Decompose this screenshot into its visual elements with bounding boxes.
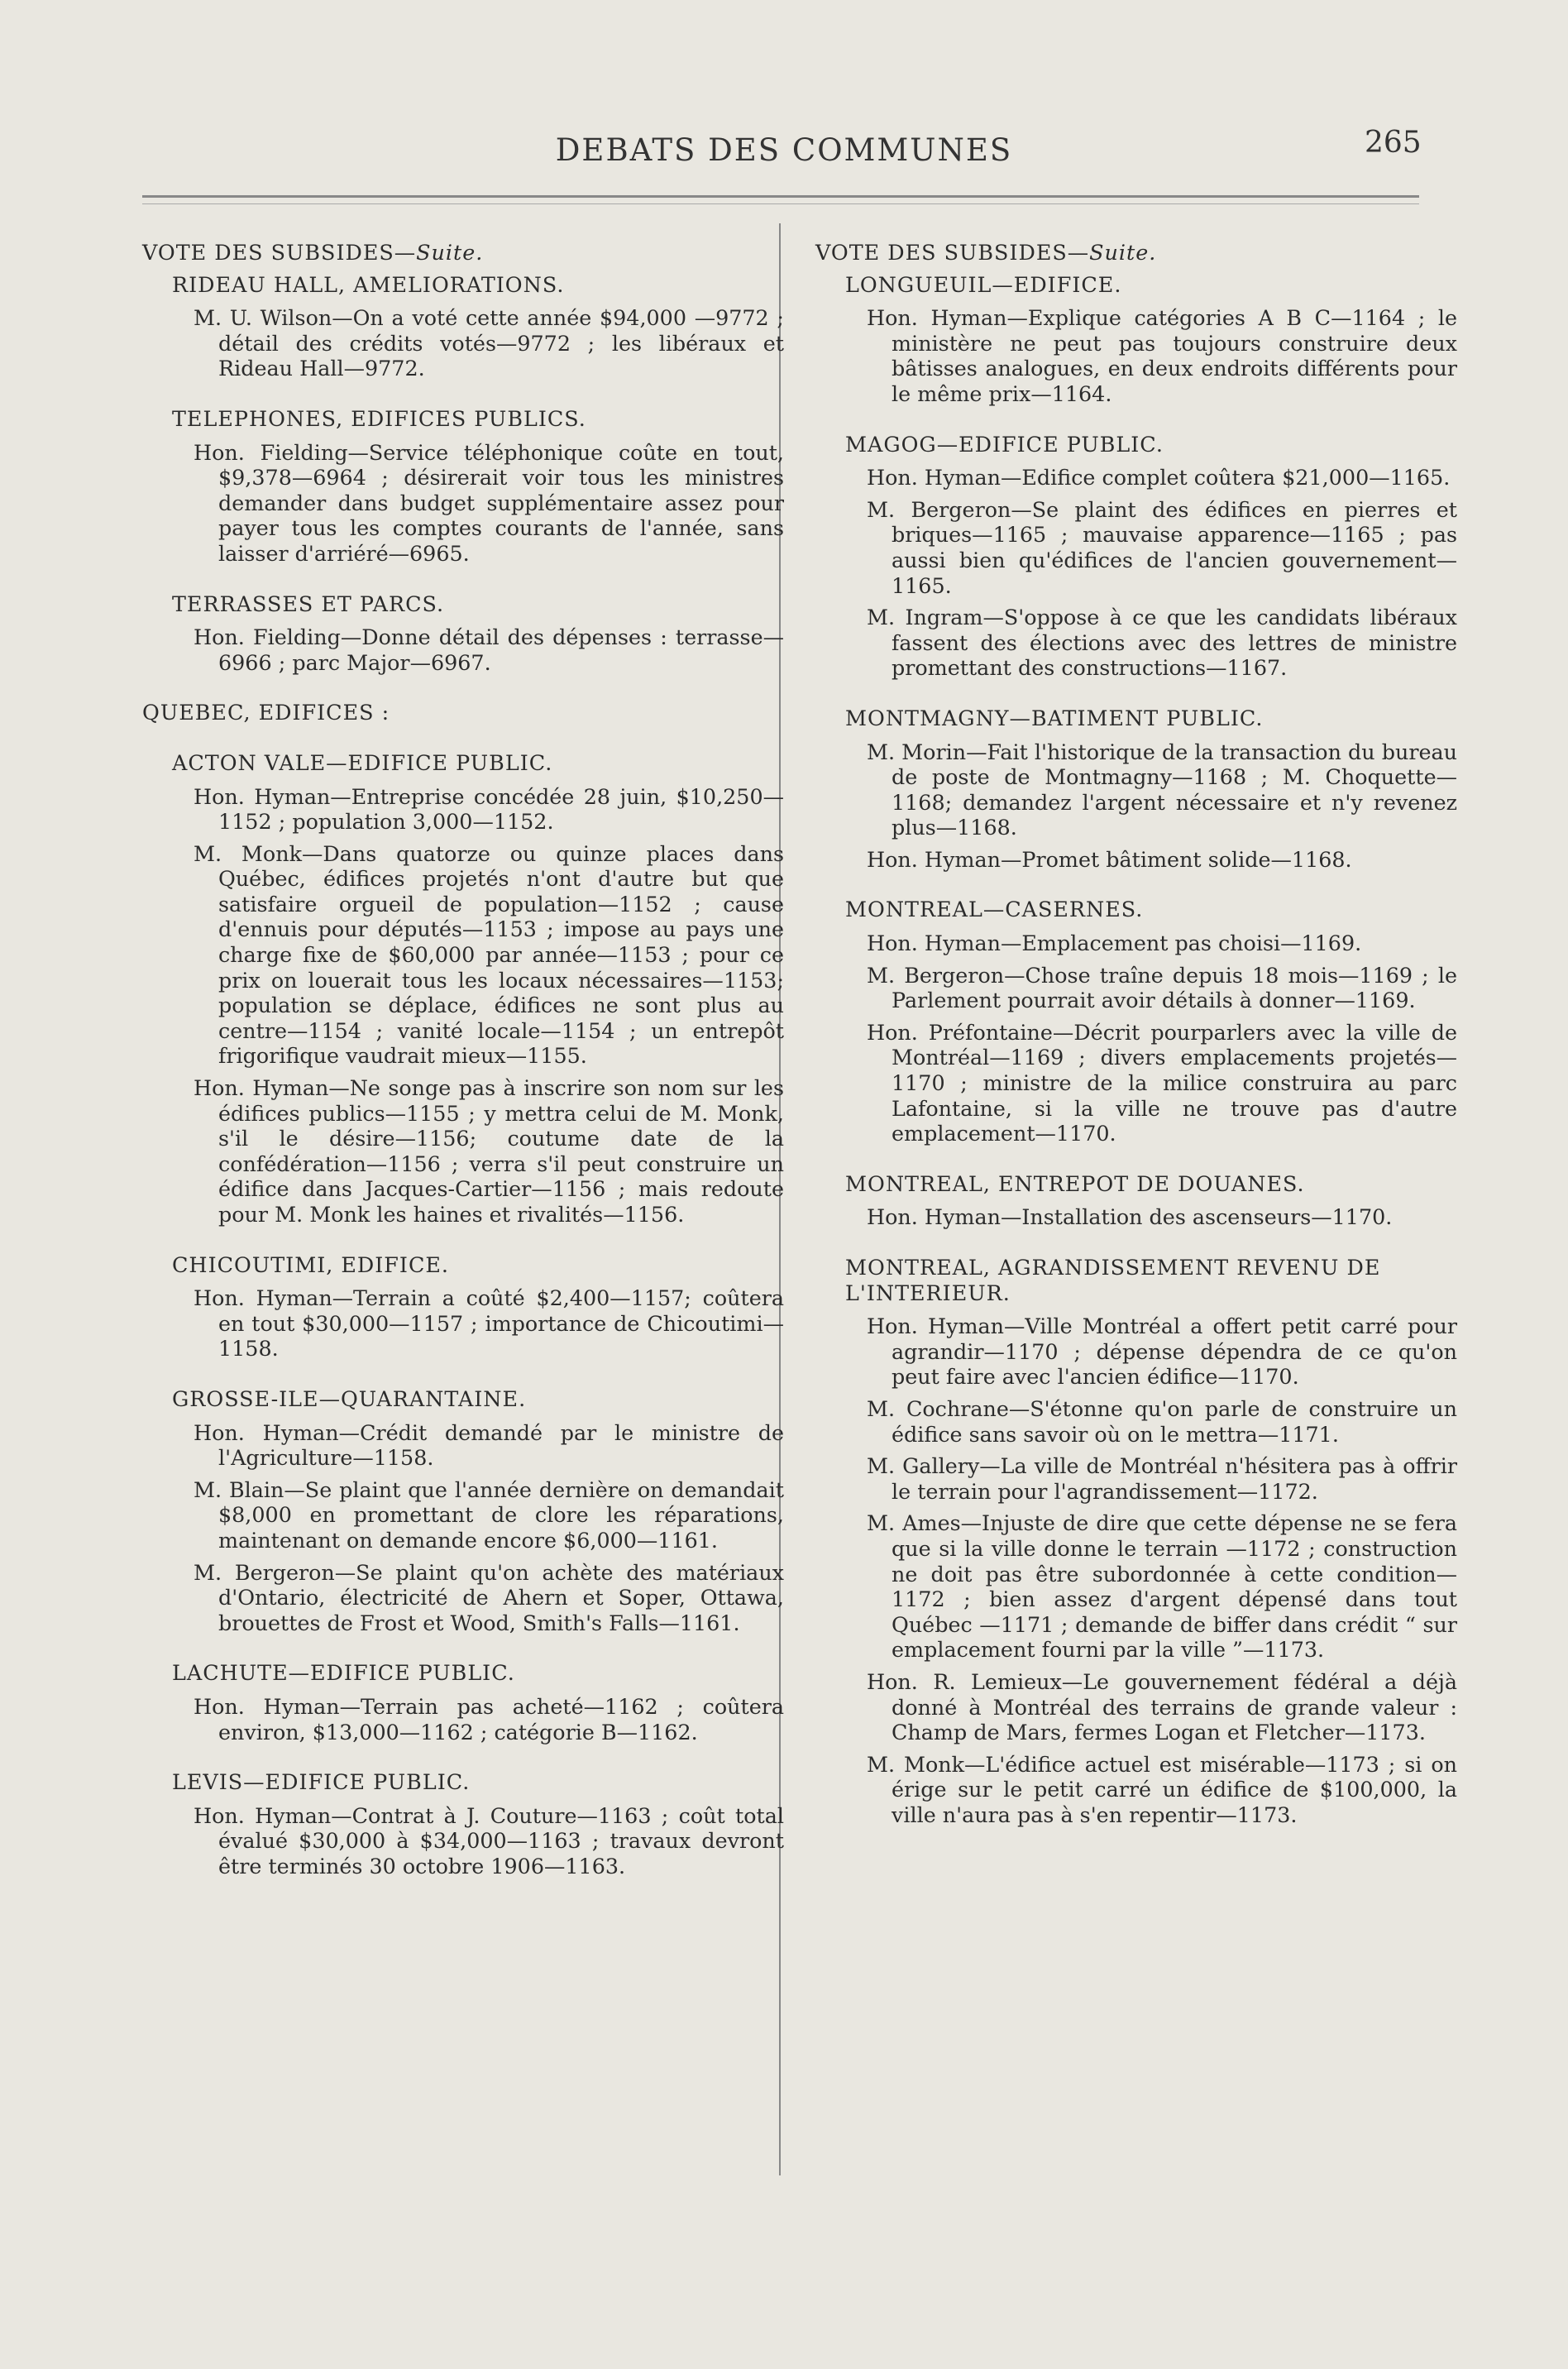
entry: Hon. Fielding—Donne détail des dépenses : terrasse—6966 ; parc Major—6967. bbox=[194, 625, 784, 675]
right-column bbox=[815, 240, 1457, 1834]
entry: Hon. Hyman—Ne songe pas à inscrire son nom sur les édifices publics—1155 ; y mettra celui de M. Monk, s'il le désire—1156; coutume date de la confédération—1156 ; verra s'il peut construire un édifice dans Jacques-Cartier—1156 ; mais redoute pour M. Monk les haines et rivalités—1156. bbox=[194, 1075, 784, 1227]
entry: M. Bergeron—Se plaint qu'on achète des matériaux d'Ontario, électricité de Ahern et Soper, Ottawa, brouettes de Frost et Wood, Smith's Falls—1161. bbox=[194, 1559, 784, 1635]
entry: M. Blain—Se plaint que l'année dernière on demandait $8,000 en promettant de clore les réparations, maintenant on demande encore $6,000—1161. bbox=[194, 1476, 784, 1553]
header-rule bbox=[142, 195, 1419, 198]
entry: Hon. Hyman—Ville Montréal a offert petit carré pour agrandir—1170 ; dépense dépendra de ce qu'on peut faire avec l'ancien édifice—1170. bbox=[867, 1314, 1457, 1390]
entry: Hon. Hyman—Terrain pas acheté—1162 ; coûtera environ, $13,000—1162 ; catégorie B—1162. bbox=[194, 1693, 784, 1744]
entry: Hon. Hyman—Explique catégories A B C—1164 ; le ministère ne peut pas toujours construire deux bâtisses analogues, en deux endroits différents pour le même prix—1164. bbox=[867, 305, 1457, 406]
section-heading: TELEPHONES, EDIFICES PUBLICS. bbox=[172, 405, 586, 431]
entry: Hon. Hyman—Entreprise concédée 28 juin, $10,250—1152 ; population 3,000—1152. bbox=[194, 783, 784, 835]
entry: M. U. Wilson—On a voté cette année $94,000 —9772 ; détail des crédits votés—9772 ; les libéraux et Rideau Hall—9772. bbox=[194, 305, 784, 381]
vote-heading bbox=[815, 240, 1457, 266]
entry: Hon. Hyman—Crédit demandé par le ministre de l'Agriculture—1158. bbox=[194, 1419, 784, 1471]
entry: M. Morin—Fait l'historique de la transaction du bureau de poste de Montmagny—1168 ; M. Choquette—1168; demandez l'argent nécessaire et n'y revenez plus—1168. bbox=[867, 739, 1457, 840]
section-heading: MONTREAL, AGRANDISSEMENT REVENU DE L'INTERIEUR. bbox=[845, 1255, 1381, 1305]
section-heading: RIDEAU HALL, AMELIORATIONS. bbox=[172, 271, 565, 297]
entry: M. Bergeron—Chose traîne depuis 18 mois—1169 ; le Parlement pourrait avoir détails à donner—1169. bbox=[867, 962, 1457, 1013]
entry: M. Cochrane—S'étonne qu'on parle de construire un édifice sans savoir où on le mettra—1171. bbox=[867, 1395, 1457, 1447]
section-heading: CHICOUTIMI, EDIFICE. bbox=[172, 1252, 449, 1277]
section-heading: ACTON VALE—EDIFICE PUBLIC. bbox=[172, 749, 553, 775]
section-heading: MONTREAL, ENTREPOT DE DOUANES. bbox=[845, 1170, 1305, 1196]
entry: Hon. Préfontaine—Décrit pourparlers avec la ville de Montréal—1169 ; divers emplacements projetés—1170 ; ministre de la milice construira au parc Lafontaine, si la ville ne trouve pas d'autre emplacement—1170. bbox=[867, 1019, 1457, 1146]
section-heading: LONGUEUIL—EDIFICE. bbox=[845, 271, 1122, 297]
header-rule-thin bbox=[142, 203, 1419, 204]
entry: Hon. Hyman—Contrat à J. Couture—1163 ; coût total évalué $30,000 à $34,000—1163 ; travaux devront être terminés 30 octobre 1906—1163. bbox=[194, 1802, 784, 1878]
vote-label: VOTE DES SUBSIDES— bbox=[815, 240, 1090, 265]
section-heading: TERRASSES ET PARCS. bbox=[172, 591, 445, 616]
entry: M. Ingram—S'oppose à ce que les candidats libéraux fassent des élections avec des lettres de ministre promettant des constructions—1167. bbox=[867, 605, 1457, 681]
vote-label: VOTE DES SUBSIDES— bbox=[142, 240, 417, 265]
vote-heading bbox=[142, 240, 784, 266]
page-number: 265 bbox=[1365, 126, 1422, 160]
section-heading: LEVIS—EDIFICE PUBLIC. bbox=[172, 1769, 471, 1795]
entry: Hon. R. Lemieux—Le gouvernement fédéral a déjà donné à Montréal des terrains de grande valeur : Champ de Mars, fermes Logan et Fletcher—1173. bbox=[867, 1668, 1457, 1745]
entry: Hon. Hyman—Emplacement pas choisi—1169. bbox=[867, 931, 1362, 956]
entry: M. Gallery—La ville de Montréal n'hésitera pas à offrir le terrain pour l'agrandissement—1172. bbox=[867, 1453, 1457, 1504]
entry: Hon. Hyman—Edifice complet coûtera $21,000—1165. bbox=[867, 465, 1451, 491]
entry: M. Bergeron—Se plaint des édifices en pierres et briques—1165 ; mauvaise apparence—1165 ; pas aussi bien qu'édifices de l'ancien gouvernement—1165. bbox=[867, 496, 1457, 598]
section-heading: GROSSE-ILE—QUARANTAINE. bbox=[172, 1386, 527, 1411]
section-heading: QUEBEC, EDIFICES : bbox=[142, 700, 390, 725]
vote-suffix: Suite. bbox=[416, 240, 484, 265]
left-column bbox=[142, 240, 784, 1885]
section-heading: LACHUTE—EDIFICE PUBLIC. bbox=[172, 1660, 515, 1686]
section-heading: MAGOG—EDIFICE PUBLIC. bbox=[845, 431, 1164, 457]
section-heading: MONTREAL—CASERNES. bbox=[845, 897, 1144, 922]
entry: M. Monk—L'édifice actuel est misérable—1173 ; si on érige sur le petit carré un édifice de $100,000, la ville n'aura pas à s'en repentir—1173. bbox=[867, 1751, 1457, 1827]
entry: Hon. Fielding—Service téléphonique coûte en tout, $9,378—6964 ; désirerait voir tous les ministres demander dans budget supplémentaire assez pour payer tous les comptes courants de l'année, sans laisser d'arriéré—6965. bbox=[194, 439, 784, 566]
entry: Hon. Hyman—Promet bâtiment solide—1168. bbox=[867, 846, 1352, 872]
vote-suffix: Suite. bbox=[1089, 240, 1157, 265]
running-head: DEBATS DES COMMUNES bbox=[555, 132, 1013, 168]
entry: M. Monk—Dans quatorze ou quinze places dans Québec, édifices projetés n'ont d'autre but que satisfaire orgueil de population—1152 ; cause d'ennuis pour députés—1153 ; impose au pays une charge fixe de $60,000 par année—1153 ; pour ce prix on louerait tous les locaux nécessaires—1153; population se déplace, édifices ne sont plus au centre—1154 ; vanité locale—1154 ; un entrepôt frigorifique vaudrait mieux—1155. bbox=[194, 840, 784, 1069]
entry: M. Ames—Injuste de dire que cette dépense ne se fera que si la ville donne le terrain —1172 ; construction ne doit pas être subordonnée à cette condition—1172 ; bien assez d'argent dépensé dans tout Québec —1171 ; demande de biffer dans crédit “ sur emplacement fourni par la ville ”—1173. bbox=[867, 1510, 1457, 1663]
entry: Hon. Hyman—Installation des ascenseurs—1170. bbox=[867, 1204, 1393, 1230]
section-heading: MONTMAGNY—BATIMENT PUBLIC. bbox=[845, 705, 1264, 730]
entry: Hon. Hyman—Terrain a coûté $2,400—1157; coûtera en tout $30,000—1157 ; importance de Chicoutimi—1158. bbox=[194, 1285, 784, 1362]
